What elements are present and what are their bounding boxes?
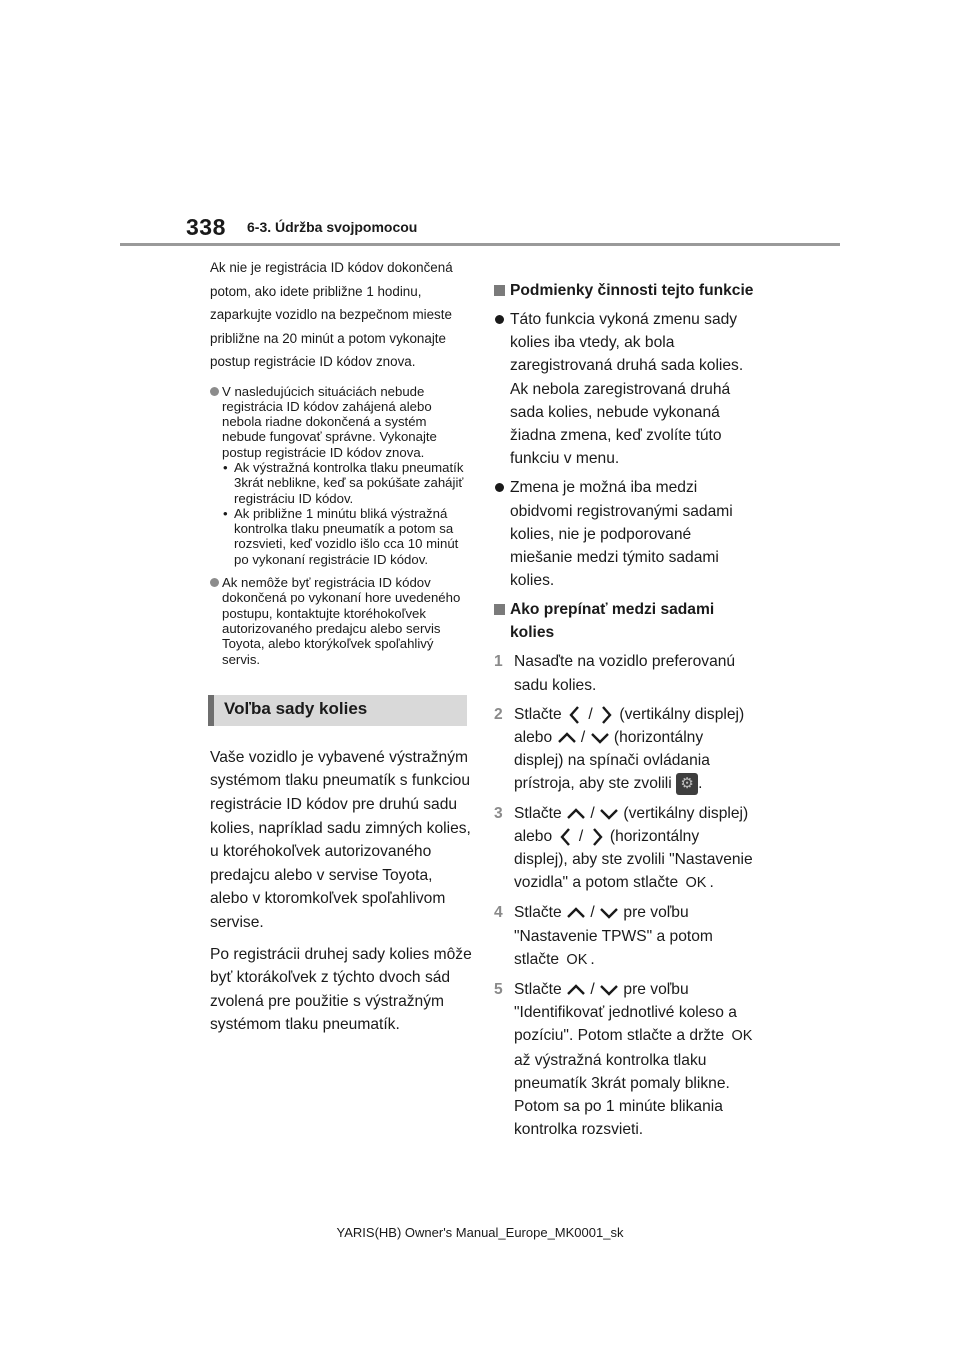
header-rule xyxy=(120,243,840,246)
body-paragraph-1: Vaše vozidlo je vybavené výstražným systémom tlaku pneumatík s funkciou registrácie ID kódov pre druhú sadu kolies, napríklad sadu zimných kolies, u ktoréhokoľvek autorizovaného predajcu alebo v servise Toyota, alebo v ktoromkoľvek spoľahlivom servise. xyxy=(210,748,471,931)
sub-list xyxy=(222,460,472,567)
right-column xyxy=(494,279,756,1148)
period: . xyxy=(590,950,595,968)
step-number: 5 xyxy=(494,981,503,999)
bullet-dot-icon xyxy=(210,578,219,587)
slash-separator: / xyxy=(590,981,595,999)
chevron-right-icon xyxy=(597,705,615,725)
step-4-text-a: Stlačte xyxy=(514,904,562,922)
step-5-text-c: až výstražná kontrolka tlaku pneumatík 3krát pomaly blikne. Potom sa po 1 minúte blikania kontrolka rozsvieti. xyxy=(514,1051,730,1139)
step-3 xyxy=(494,802,756,896)
chevron-up-icon xyxy=(566,982,586,998)
step-5 xyxy=(494,978,756,1141)
bullet-dot-icon xyxy=(210,387,219,396)
slash-separator: / xyxy=(590,904,595,922)
gear-icon: ⚙ xyxy=(676,773,698,795)
body-paragraph-2: Po registrácii druhej sady kolies môže byť ktorákoľvek z týchto dvoch sád zvolená pre použitie s výstražným systémom tlaku pneumatík. xyxy=(210,945,472,1034)
step-3-text-b: (vertikálny displej) alebo xyxy=(514,804,749,845)
square-bullet-icon xyxy=(494,604,505,615)
intro-paragraph: Ak nie je registrácia ID kódov dokončená potom, ako idete približne 1 hodinu, zaparkujte vozidlo na bezpečnom mieste približne na 20 minút a potom vykonajte postup registrácie ID kódov znova. xyxy=(210,260,453,369)
note-bullet-2-text: Ak nemôže byť registrácia ID kódov dokončená po vykonaní hore uvedeného postupu, kontaktujte ktoréhokoľvek autorizovaného predajcu alebo servis Toyota, alebo ktorýkoľvek spoľahlivý servis. xyxy=(222,575,461,667)
condition-item-2-text: Zmena je možná iba medzi obidvomi registrovanými sadami kolies, nie je podporované miešanie medzi týmito sadami kolies. xyxy=(510,479,733,590)
slash-separator: / xyxy=(588,705,593,723)
step-1 xyxy=(494,650,756,696)
square-bullet-icon xyxy=(494,285,505,296)
chevron-up-icon xyxy=(566,905,586,921)
step-3-text-a: Stlačte xyxy=(514,804,562,822)
step-2 xyxy=(494,703,756,796)
step-number: 3 xyxy=(494,804,503,822)
slash-separator: / xyxy=(580,729,586,747)
section-heading: Voľba sady kolies xyxy=(224,698,368,718)
bullet-dot-icon xyxy=(495,315,504,324)
note-bullet-1-text: V nasledujúcich situáciách nebude registrácia ID kódov zahájená alebo nebola riadne dokončená a systém nebude fungovať správne. Vykonajte postup registrácie ID kódov znova. xyxy=(222,383,437,460)
step-5-text-a: Stlačte xyxy=(514,981,562,999)
step-number: 2 xyxy=(494,705,503,723)
heading-accent-bar xyxy=(208,695,214,726)
chevron-up-icon xyxy=(566,806,586,822)
chevron-left-icon xyxy=(557,827,575,847)
condition-item-2 xyxy=(494,476,756,592)
sub-item-2 xyxy=(222,506,472,567)
sub-bullet-icon: • xyxy=(223,505,228,521)
section-heading-box xyxy=(208,695,467,726)
step-2-text-c: (horizontálny displej) na spínači ovládania prístroja, aby ste zvolili xyxy=(514,729,710,793)
page-number: 338 xyxy=(186,214,226,240)
step-2-text-b: (vertikálny displej) alebo xyxy=(514,705,745,747)
chevron-up-icon xyxy=(557,730,577,746)
slash-separator: / xyxy=(590,804,595,822)
step-3-text-c: (horizontálny displej), aby ste zvolili "Nastavenie vozidla" a potom stlačte xyxy=(514,827,753,892)
subheading-2-text: Ako prepínať medzi sadami kolies xyxy=(510,601,715,642)
bullet-dot-icon xyxy=(495,483,504,492)
step-number: 4 xyxy=(494,904,503,922)
footer: YARIS(HB) Owner's Manual_Europe_MK0001_sk xyxy=(336,1225,624,1240)
sub-bullet-icon: • xyxy=(223,459,228,475)
subheading-1 xyxy=(494,279,756,302)
step-number: 1 xyxy=(494,653,503,671)
ok-button-icon: OK xyxy=(731,1028,753,1045)
sub-item-1-text: Ak výstražná kontrolka tlaku pneumatík 3krát neblikne, keď sa pokúšate zahájiť registráciu ID kódov. xyxy=(234,459,464,506)
slash-separator: / xyxy=(578,827,584,845)
note-bullet-2 xyxy=(210,575,472,667)
chevron-down-icon xyxy=(590,730,610,746)
step-4 xyxy=(494,901,756,972)
period: . xyxy=(698,775,703,793)
step-4-text-b: pre voľbu "Nastavenie TPWS" a potom stlačte xyxy=(514,904,713,968)
step-5-text-b: pre voľbu "Identifikovať jednotlivé koleso a pozíciu". Potom stlačte a držte xyxy=(514,981,737,1045)
ok-button-icon: OK xyxy=(685,875,707,892)
note-bullet-1 xyxy=(210,384,472,568)
chevron-down-icon xyxy=(599,905,619,921)
step-1-text: Nasaďte na vozidlo preferovanú sadu kolies. xyxy=(514,653,736,694)
condition-item-1 xyxy=(494,308,756,470)
sub-item-1 xyxy=(222,460,472,506)
chevron-right-icon xyxy=(588,827,606,847)
period: . xyxy=(709,874,714,892)
chevron-left-icon xyxy=(566,705,584,725)
ok-button-icon: OK xyxy=(566,951,588,968)
subheading-2 xyxy=(494,598,756,644)
chevron-down-icon xyxy=(599,806,619,822)
condition-item-1-text: Táto funkcia vykoná zmenu sady kolies iba vtedy, ak bola zaregistrovaná druhá sada kolies. Ak nebola zaregistrovaná druhá sada kolies, nebude vykonaná žiadna zmena, keď zvolíte túto funkciu v menu. xyxy=(510,311,744,468)
step-2-text-a: Stlačte xyxy=(514,705,562,723)
sub-item-2-text: Ak približne 1 minútu bliká výstražná kontrolka tlaku pneumatík a potom sa rozsvieti, keď vozidlo išlo cca 10 minút po vykonaní registrácie ID kódov. xyxy=(234,505,459,567)
left-column xyxy=(210,256,472,1045)
subheading-1-text: Podmienky činnosti tejto funkcie xyxy=(510,282,754,299)
chevron-down-icon xyxy=(599,982,619,998)
section-title: 6-3. Údržba svojpomocou xyxy=(247,219,418,235)
